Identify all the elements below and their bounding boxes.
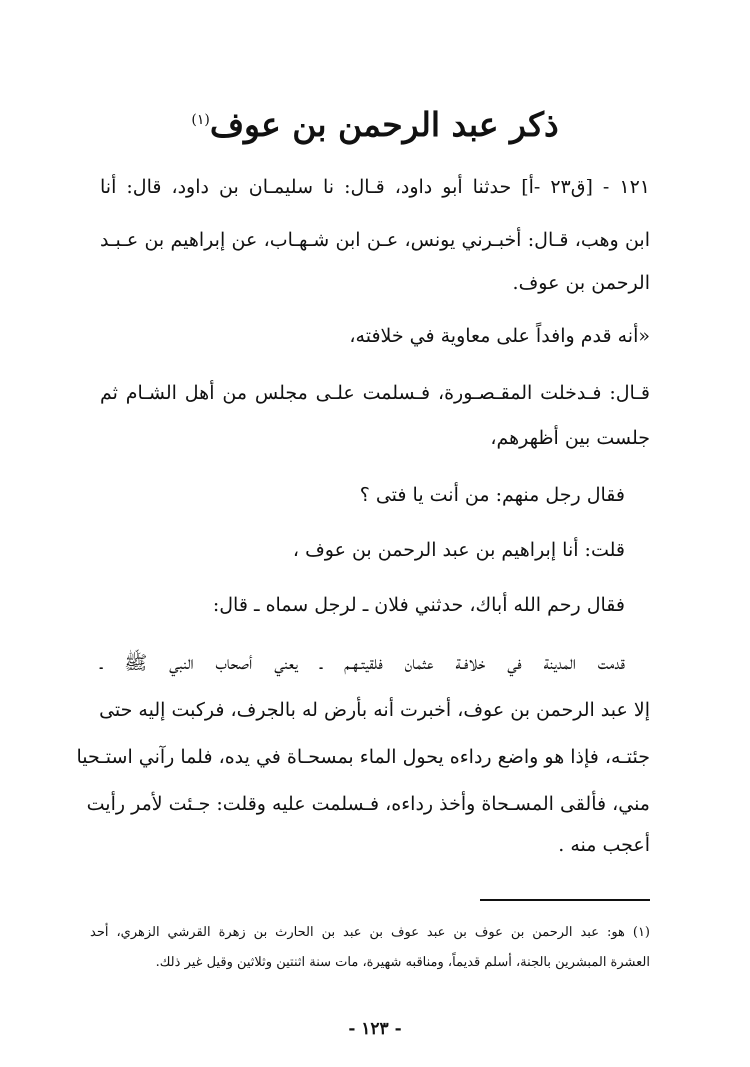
footnote-divider (480, 899, 650, 901)
body-line: قلت: أنا إبراهيم بن عبد الرحمن بن عوف ، (292, 539, 625, 561)
body-line: ١٢١ - [ق٢٣ -أ] حدثنا أبو داود، قـال: نا سليمـان بن داود، قال: أنا (100, 176, 650, 198)
body-line: «أنه قدم وافداً على معاوية في خلافته، (349, 325, 650, 347)
footnote-line: العشرة المبشرين بالجنة، أسلم قديماً، ومناقبه شهيرة، مات سنة اثنتين وثلاثين وقيل غير ذلك. (155, 955, 650, 970)
body-line: أعجب منه . (558, 834, 650, 856)
footnote-line: (١) هو: عبد الرحمن بن عوف بن عبد عوف بن عبد بن الحارث بن زهرة القرشي الزهري، أحد (90, 925, 650, 940)
body-line: مني، فألقى المسـحاة وأخذ رداءه، فـسلمت عليه وقلت: جـئت لأمر رأيت (86, 793, 650, 815)
title-text: ذكر عبد الرحمن بن عوف (209, 105, 559, 144)
body-line: قـال: فـدخلت المقـصـورة، فـسلمت علـى مجلس من أهل الشـام ثم (100, 382, 650, 404)
body-line: ابن وهب، قـال: أخبـرني يونس، عـن ابن شـهـاب، عن إبراهيم بن عـبـد (100, 229, 650, 251)
body-line: قدمت المدينة في خلافـة عثمان فلقيتـهـم ـ يعني أصحاب النبي ﷺ ـ (100, 652, 625, 674)
page-number: - ١٢٣ - (348, 1019, 402, 1039)
body-line: فقال رجل منهم: من أنت يا فتى ؟ (359, 484, 625, 506)
body-line: جئتـه، فإذا هو واضع رداءه يحول الماء بمسحـاة في يده، فلما رآني استـحيا (76, 746, 650, 768)
page-title (0, 98, 750, 147)
body-line: إلا عبد الرحمن بن عوف، أخبرت أنه بأرض له بالجرف، فركبت إليه حتى (99, 699, 650, 721)
footnote-reference: (١) (191, 112, 210, 128)
body-line: جلست بين أظهرهم، (490, 427, 650, 449)
body-line: فقال رحم الله أباك، حدثني فلان ـ لرجل سماه ـ قال: (212, 594, 625, 616)
body-line: الرحمن بن عوف. (512, 272, 650, 294)
